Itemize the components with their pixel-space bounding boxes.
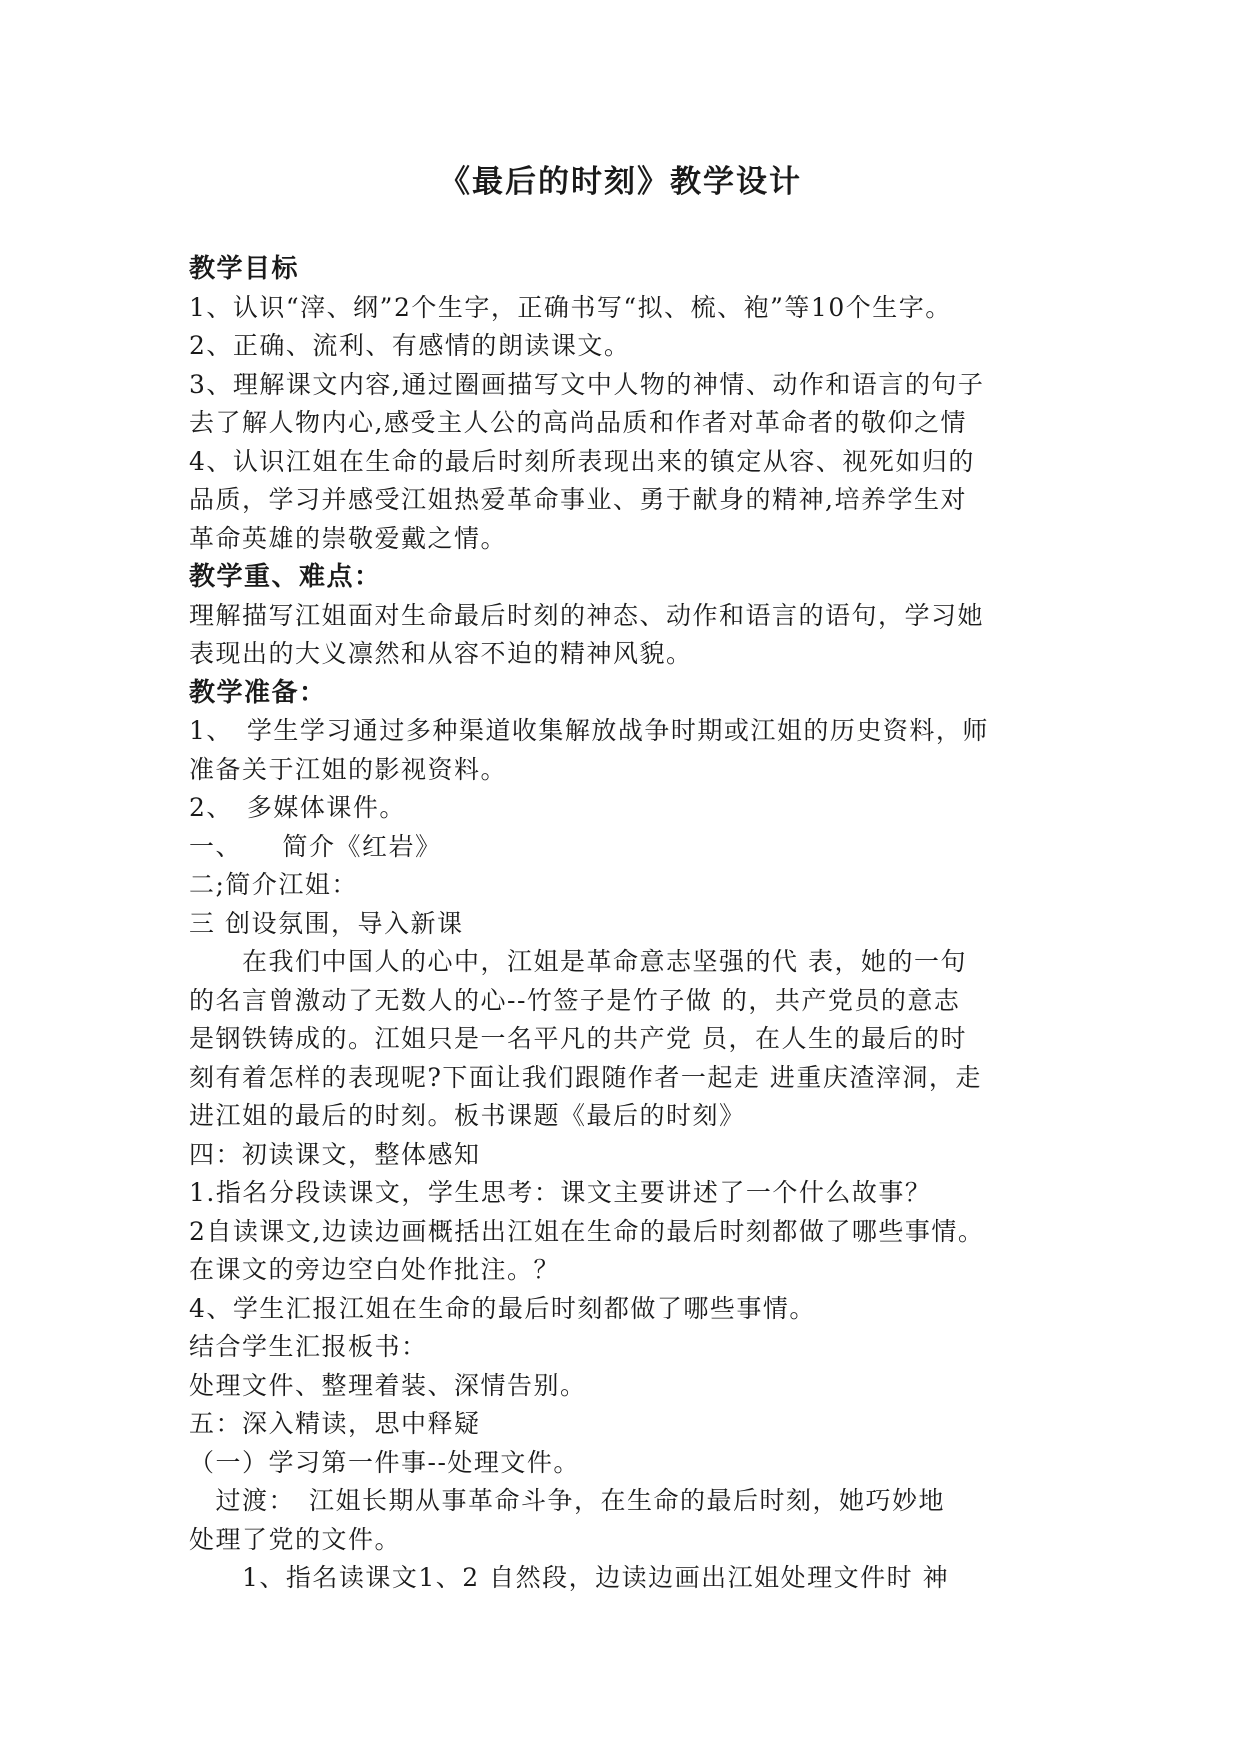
text-line: 二;简介江姐： <box>189 870 358 899</box>
text-line: 处理了党的文件。 <box>189 1524 402 1554</box>
text-line: 结合学生汇报板书： <box>189 1332 428 1361</box>
text-line: 准备关于江姐的影视资料。 <box>189 754 508 784</box>
section-heading: 教学准备： <box>189 677 327 708</box>
section-heading: 教学重、难点： <box>189 562 382 592</box>
text-line: 理解描写江姐面对生命最后时刻的神态、动作和语言的语句，学习她 <box>189 600 985 630</box>
text-line: 3、理解课文内容,通过圈画描写文中人物的神情、动作和语言的句子 <box>189 369 985 399</box>
document-body <box>189 250 1059 1598</box>
text-line: 处理文件、整理着装、深情告别。 <box>189 1370 587 1400</box>
text-line: 刻有着怎样的表现呢?下面让我们跟随作者一起走 进重庆渣滓洞，走 <box>189 1062 982 1092</box>
text-line: 在我们中国人的心中，江姐是革命意志坚强的代 表，她的一句 <box>189 947 967 976</box>
text-line: 4、认识江姐在生命的最后时刻所表现出来的镇定从容、视死如归的 <box>189 446 975 476</box>
text-line: 在课文的旁边空白处作批注。？ <box>189 1255 561 1284</box>
text-line: 三 创设氛围，导入新课 <box>189 908 464 938</box>
text-line: 2自读课文,边读边画概括出江姐在生命的最后时刻都做了哪些事情。 <box>189 1216 985 1246</box>
text-line: 革命英雄的崇敬爱戴之情。 <box>189 523 508 553</box>
text-line: 2、 多媒体课件。 <box>189 793 406 822</box>
text-line: 的名言曾激动了无数人的心--竹签子是竹子做 的，共产党员的意志 <box>189 985 961 1015</box>
text-line: 进江姐的最后的时刻。板书课题《最后的时刻》 <box>189 1101 746 1130</box>
text-line: 去了解人物内心,感受主人公的高尚品质和作者对革命者的敬仰之情 <box>189 408 967 437</box>
text-line: 是钢铁铸成的。江姐只是一名平凡的共产党 员，在人生的最后的时 <box>189 1024 967 1053</box>
text-line: （一）学习第一件事--处理文件。 <box>189 1447 580 1477</box>
section-heading: 教学目标 <box>189 254 300 284</box>
text-line: 五：深入精读，思中释疑 <box>189 1409 481 1438</box>
text-line: 2、正确、流利、有感情的朗读课文。 <box>189 331 631 360</box>
text-line: 1、指名读课文1、2 自然段，边读边画出江姐处理文件时 神 <box>189 1563 950 1592</box>
text-line: 1、 学生学习通过多种渠道收集解放战争时期或江姐的历史资料，师 <box>189 716 989 745</box>
text-line: 过渡： 江姐长期从事革命斗争，在生命的最后时刻，她巧妙地 <box>189 1486 946 1515</box>
text-line: 一、 简介《红岩》 <box>189 831 442 861</box>
text-line: 1.指名分段读课文，学生思考：课文主要讲述了一个什么故事？ <box>189 1178 932 1207</box>
text-line: 品质，学习并感受江姐热爱革命事业、勇于献身的精神,培养学生对 <box>189 485 967 514</box>
text-line: 4、学生汇报江姐在生命的最后时刻都做了哪些事情。 <box>189 1293 816 1323</box>
text-line: 表现出的大义凛然和从容不迫的精神风貌。 <box>189 639 693 668</box>
document-title: 《最后的时刻》教学设计 <box>439 164 802 200</box>
text-line: 1、认识“滓、纲”2个生字，正确书写“拟、梳、袍”等10个生字。 <box>189 292 952 322</box>
text-line: 四：初读课文，整体感知 <box>189 1139 481 1169</box>
